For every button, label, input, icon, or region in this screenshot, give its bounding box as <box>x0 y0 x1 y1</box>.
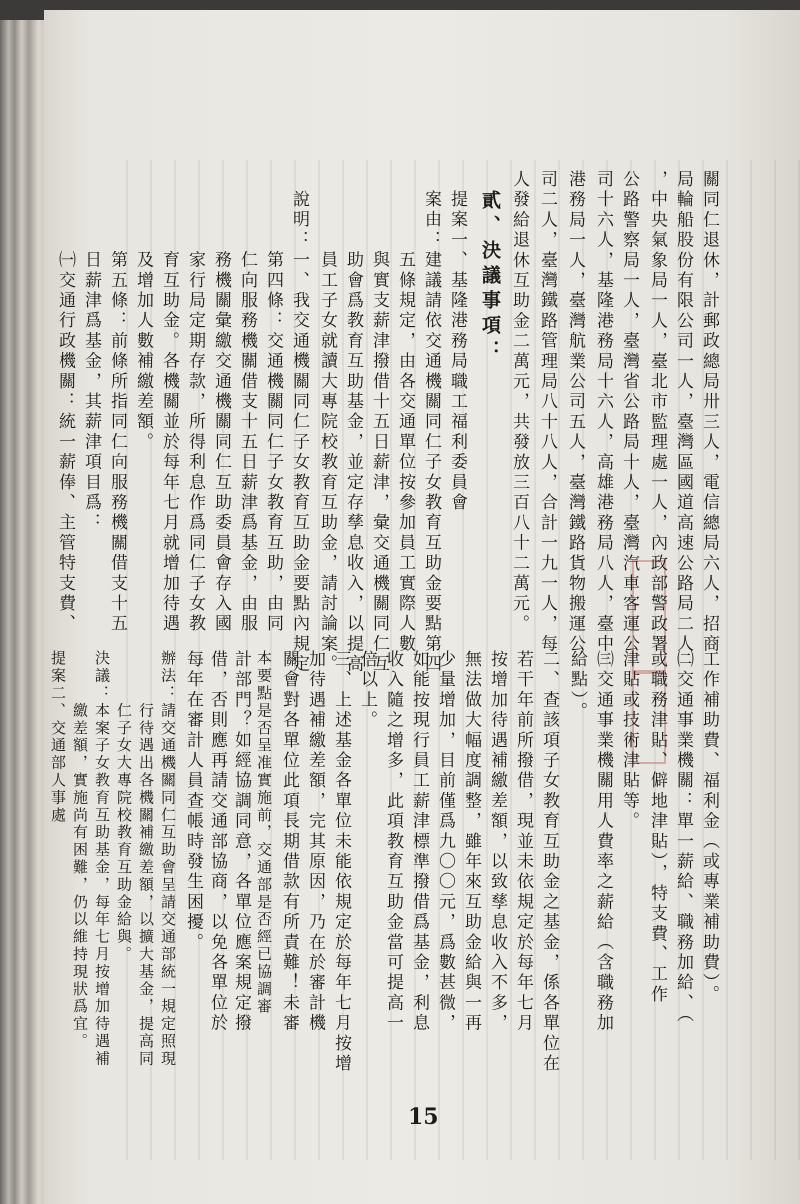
text-line: ，中央氣象局一人，臺北市監理處一人，內政部警政署 <box>647 170 667 655</box>
text-line: 關同仁退休，計郵政總局卅三人，電信總局六人，招商 <box>699 170 719 655</box>
text-line: 按增加待遇補繳差額，以致孳息收入不多， <box>487 650 507 1034</box>
text-line: 第四條：交通機關同仁子女教育互助，由同 <box>263 190 283 635</box>
text-line: 少量增加，目前僅爲九〇〇元，爲數甚微， <box>435 650 455 1034</box>
text-line: ㈢交通事業機關用人費率之薪給（含職務加 <box>593 650 613 1034</box>
page-number: 15 <box>408 1104 439 1130</box>
text-line: ㈠交通行政機關：統一薪俸、主管特支費、 <box>55 190 75 635</box>
text-line: 繳差額，實施尚有困難，仍以維持現狀爲宜。 <box>71 650 89 1051</box>
text-line: 日薪津爲基金，其薪津項目爲： <box>81 190 101 534</box>
text-line: 三、上述基金各單位未能依規定於每年七月按增 <box>331 650 351 1075</box>
text-line: 給點）。 <box>567 650 587 723</box>
text-line: 司二人，臺灣鐵路管理局八十八人，合計一九一人，每 <box>537 170 557 655</box>
text-line: 工作補助費、福利金（或專業補助費）。 <box>699 650 719 1006</box>
text-line: 案由：建議請依交通機關同仁子女教育互助金要點第四 <box>421 190 441 675</box>
text-line: 育互助金。各機關並於每年七月就增加待遇 <box>159 190 179 635</box>
text-line: 助會爲教育互助基金，並定存孳息收入，以提高 <box>343 190 363 675</box>
text-line: 或職務津貼、僻地津貼），特支費、工作 <box>647 650 667 1006</box>
text-line: 與實支薪津撥借十五日薪津，彙交通機關同仁互 <box>369 190 389 675</box>
text-line: 港務局一人，臺灣航業公司五人，臺灣鐵路貨物搬運公 <box>565 170 585 655</box>
text-line: 仁向服務機關借支十五日薪津爲基金，由服 <box>237 190 257 635</box>
proposal-title: 提案二、交通部人事處 <box>49 650 67 824</box>
proposal-title: 提案一、基隆港務局職工福利委員會 <box>447 190 467 514</box>
text-line: 行待遇出各機關補繳差額，以擴大基金，提高同 <box>137 650 155 1068</box>
text-line: 如能按現行員工薪津標準撥借爲基金，利息 <box>409 650 429 1034</box>
text-line: 關會對各單位此項長期借款有所責難！未審 <box>279 650 299 1034</box>
text-line: 仁子女大專院校教育互助金給與。 <box>115 650 133 964</box>
text-line: 及增加人數補繳差額。 <box>133 190 153 453</box>
text-line: 本要點是否呈准實施前，交通部是否經已協調審 <box>255 650 273 1016</box>
text-line: 計部門？如經協調同意，各單位應案規定撥 <box>231 650 251 1034</box>
text-line: 第五條：前條所指同仁向服務機關借支十五 <box>107 190 127 635</box>
text-line: 局輪船股份有限公司一人，臺灣區國道高速公路局二人 <box>673 170 693 655</box>
book-page-edge <box>0 20 48 1204</box>
text-line: 每年在審計人員查帳時發生困擾。 <box>183 650 203 953</box>
text-line: ㈡交通事業機關：單一薪給、職務加給、（ <box>673 650 693 1026</box>
text-line: 津貼或技術津貼等。 <box>619 650 639 832</box>
text-line: 無法做大幅度調整，雖年來互助金給與一再 <box>461 650 481 1034</box>
text-line: 決議：本案子女教育互助基金，每年七月按增加待遇補 <box>93 650 111 1068</box>
text-line: 加待遇補繳差額，完其原因，乃在於審計機 <box>305 650 325 1034</box>
text-line: 司十六人，基隆港務局十六人，高雄港務局八人，臺中 <box>593 170 613 655</box>
text-line: 務機關彙繳交通機關同仁互助委員會存入國 <box>211 190 231 635</box>
text-line: 公路警察局一人，臺灣省公路局十人，臺灣汽車客運公 <box>619 170 639 655</box>
text-line: 若干年前所撥借，現並未依規定於每年七月 <box>513 650 533 1034</box>
text-line: 員工子女就讀大專院校教育互助金，請討論案。 <box>317 190 337 675</box>
text-line: 五條規定，由各交通單位按參加員工實際人數 <box>395 190 415 655</box>
text-line: 借，否則應再請交通部協商，以免各單位於 <box>207 650 227 1034</box>
text-line: 倍以上。 <box>357 650 377 731</box>
text-line: 人發給退休互助金二萬元，共發放三百八十二萬元。 <box>509 170 529 635</box>
section-heading: 貳、決議事項： <box>479 190 501 365</box>
text-line: 家行局定期存款，所得利息作爲同仁子女教 <box>185 190 205 635</box>
text-line: 收入隨之增多，此項教育互助金當可提高一 <box>383 650 403 1034</box>
text-line: 說明：一、我交通機關同仁子女教育互助金要點內規定 <box>289 190 309 675</box>
text-line: 二、查該項子女教育互助金之基金，係各單位在 <box>539 650 559 1075</box>
text-line: 辦法：請交通機關同仁互助會呈請交通部統一規定照現 <box>159 650 177 1068</box>
